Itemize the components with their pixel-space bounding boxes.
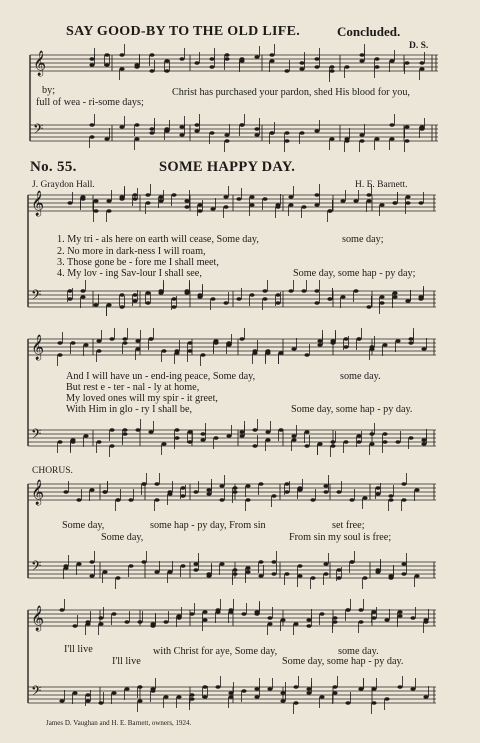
- svg-text:𝄞: 𝄞: [31, 335, 45, 360]
- svg-text:𝄞: 𝄞: [31, 191, 45, 216]
- chorus-line-1c: set free;: [332, 520, 365, 531]
- chorus-line-1b: some hap - py day, From sin: [150, 520, 266, 531]
- svg-text:𝄢: 𝄢: [31, 683, 42, 702]
- svg-text:𝄢: 𝄢: [31, 558, 42, 577]
- final-line-1a: I'll live: [64, 644, 93, 655]
- chorus-line-2b: From sin my soul is free;: [289, 532, 392, 543]
- final-line-2a: I'll live: [112, 656, 141, 667]
- ds-mark: D. S.: [409, 41, 429, 51]
- copyright-notice: James D. Vaughan and H. E. Barnett, owners, 1924.: [46, 719, 192, 727]
- top-lyric-line-2: full of wea - ri-some days;: [36, 97, 144, 108]
- final-line-1b: with Christ for aye, Some day,: [153, 646, 278, 657]
- system2-line-4: With Him in glo - ry I shall be,: [66, 404, 193, 415]
- verse-4-end: Some day, some hap - py day;: [293, 268, 416, 279]
- chorus-line-1a: Some day,: [62, 520, 105, 531]
- system2-line-4-end: Some day, some hap - py day.: [291, 404, 413, 415]
- system2-line-1-end: some day.: [340, 371, 381, 382]
- verse-1-line: 1. My tri - als here on earth will cease, Some day,: [57, 234, 259, 245]
- final-line-1c: some day.: [338, 646, 379, 657]
- svg-text:𝄢: 𝄢: [33, 121, 44, 140]
- final-treble-notes: [59, 599, 428, 635]
- system1-bass-staff: [28, 287, 436, 307]
- verse-2-line: 2. No more in dark-ness I will roam,: [57, 246, 206, 257]
- chorus-line-2a: Some day,: [101, 532, 144, 543]
- final-line-2b: Some day, some hap - py day.: [282, 656, 404, 667]
- chorus-bass-staff: [28, 558, 436, 578]
- svg-text:𝄞: 𝄞: [33, 51, 47, 76]
- svg-text:𝄞: 𝄞: [31, 606, 45, 631]
- system2-line-1: And I will have un - end-ing peace, Some day,: [66, 371, 256, 382]
- svg-text:𝄢: 𝄢: [31, 426, 42, 445]
- svg-text:𝄢: 𝄢: [31, 287, 42, 306]
- top-lyric-start: by;: [42, 85, 56, 96]
- verse-4-line: 4. My lov - ing Sav-lour I shall see,: [57, 268, 202, 279]
- svg-text:𝄞: 𝄞: [31, 480, 45, 505]
- hymn-title: SOME HAPPY DAY.: [159, 159, 296, 175]
- top-treble-staff: [30, 50, 438, 76]
- verse-3-line: 3. Those gone be - fore me I shall meet,: [57, 257, 219, 268]
- top-lyric-line-1: Christ has purchased your pardon, shed His blood for you,: [172, 87, 410, 98]
- system1-bass-notes: [67, 280, 423, 316]
- system1-treble-staff: [28, 190, 436, 216]
- hymn-number: No. 55.: [30, 159, 77, 175]
- music-credit: H. E. Barnett.: [355, 180, 408, 190]
- page-subtitle: Concluded.: [337, 24, 401, 39]
- system2-line-2: But rest e - ter - nal - ly at home,: [66, 382, 200, 393]
- chorus-label: CHORUS.: [32, 466, 73, 476]
- verse-1-end: some day;: [342, 234, 384, 245]
- page-title: SAY GOOD-BY TO THE OLD LIFE.: [66, 24, 301, 39]
- words-credit: J. Graydon Hall.: [32, 180, 95, 190]
- system2-line-3: My loved ones will my spir - it greet,: [66, 393, 218, 404]
